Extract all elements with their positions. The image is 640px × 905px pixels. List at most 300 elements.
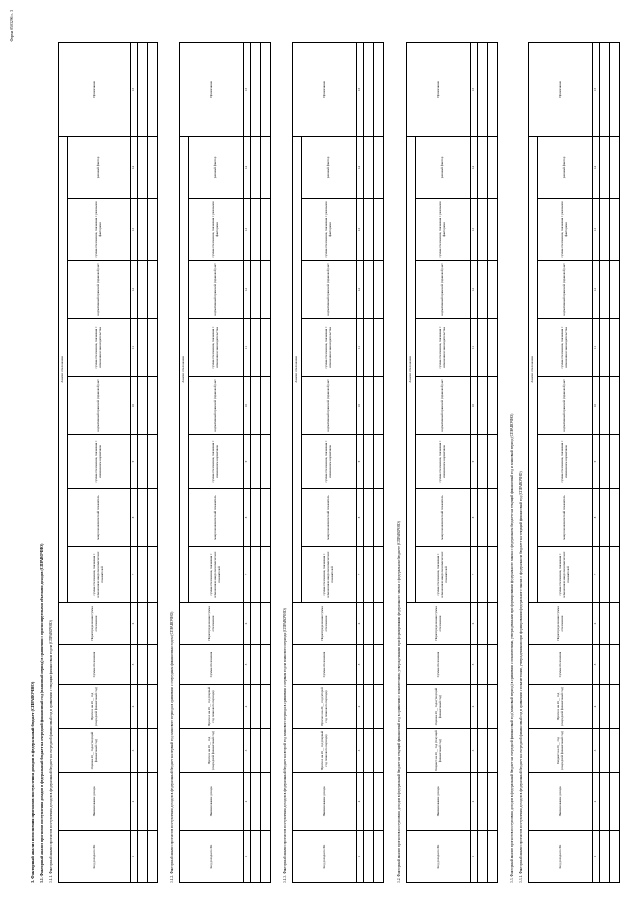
table-cell[interactable] <box>251 547 261 603</box>
column-header: Наименование дохода <box>529 773 593 831</box>
table-cell[interactable] <box>478 136 488 198</box>
column-number: 9 <box>244 435 251 489</box>
column-number: 11 <box>131 319 138 377</box>
column-number: 9 <box>131 435 138 489</box>
table-cell[interactable] <box>261 685 271 729</box>
column-header: Сумма отклонения <box>293 645 357 685</box>
column-number: 10 <box>471 377 478 435</box>
table-cell[interactable] <box>488 831 498 883</box>
table-cell[interactable] <box>138 199 148 261</box>
table-cell[interactable] <box>251 377 261 435</box>
table-row <box>478 42 488 882</box>
table-row <box>374 42 384 882</box>
table-cell[interactable] <box>364 136 374 198</box>
column-number: 3 <box>593 729 600 773</box>
table-cell[interactable] <box>138 831 148 883</box>
column-subheader: макроэкономический показатель <box>189 489 244 547</box>
column-number: 3 <box>244 729 251 773</box>
table-cell[interactable] <box>251 645 261 685</box>
analysis-group-header: Анализ отклонения <box>180 136 189 602</box>
table-cell[interactable] <box>364 547 374 603</box>
column-header: Нераспределенная сумма отклонения <box>59 603 131 645</box>
column-subheader: сумма отклонения, связанная с разовыми факторами <box>302 199 357 261</box>
table-cell[interactable] <box>478 773 488 831</box>
table-cell[interactable] <box>374 261 384 319</box>
form-code: Форма 0503296 с. 3 <box>10 10 14 42</box>
column-header-note: Примечание <box>59 42 131 136</box>
table-cell[interactable] <box>364 435 374 489</box>
table-cell[interactable] <box>364 685 374 729</box>
column-subheader: нормативный правовой (правовой) акт <box>302 261 357 319</box>
column-subheader: нормативный правовой (правовой) акт <box>416 377 471 435</box>
table-cell[interactable] <box>600 319 610 377</box>
table-cell[interactable] <box>261 136 271 198</box>
table-cell[interactable] <box>364 261 374 319</box>
table-cell[interactable] <box>478 645 488 685</box>
column-header-note: Примечание <box>529 42 593 136</box>
column-number: 14 <box>131 136 138 198</box>
column-header: Нераспределенная сумма отклонения <box>407 603 471 645</box>
table-cell[interactable] <box>478 377 488 435</box>
column-header: Наименование дохода <box>180 773 244 831</box>
table-cell[interactable] <box>478 42 488 136</box>
analysis-group-header: Анализ отклонения <box>293 136 302 602</box>
table-cell[interactable] <box>374 42 384 136</box>
column-subheader: нормативный правовой (правовой) акт <box>68 377 131 435</box>
column-number: 1 <box>131 831 138 883</box>
column-number: 10 <box>131 377 138 435</box>
table-cell[interactable] <box>488 319 498 377</box>
column-subheader: сумма отклонения, связанная с изменением макроэкономических показателей <box>538 547 593 603</box>
table-cell[interactable] <box>478 831 488 883</box>
table-row <box>600 42 610 882</box>
column-header: Код дохода по БК <box>407 831 471 883</box>
table-cell[interactable] <box>251 435 261 489</box>
column-header: Сумма отклонения <box>180 645 244 685</box>
column-header: Сумма отклонения <box>529 645 593 685</box>
column-number: 1 <box>357 831 364 883</box>
section-subheading: 3.3.1. Факторный анализ прогнозов поступления доходов в федеральный бюджет на очередной финансовый год в сравнении с показателями, утвержденными при формировании федерального закона о федеральном бюджете на текущий финансовый год (СПРАВОЧНО) <box>519 471 523 883</box>
table-row <box>251 42 261 882</box>
column-subheader: сумма отклонения, связанная с разовыми факторами <box>68 199 131 261</box>
column-header: Сумма отклонения <box>59 645 131 685</box>
table-cell[interactable] <box>374 435 384 489</box>
table-cell[interactable] <box>600 831 610 883</box>
table-cell[interactable] <box>610 489 620 547</box>
column-number: 12 <box>471 261 478 319</box>
column-header: Код дохода по БК <box>59 831 131 883</box>
table-cell[interactable] <box>251 685 261 729</box>
table-cell[interactable] <box>478 489 488 547</box>
table-cell[interactable] <box>251 831 261 883</box>
table-cell[interactable] <box>364 729 374 773</box>
column-number: 4 <box>244 685 251 729</box>
column-number: 4 <box>131 685 138 729</box>
table-cell[interactable] <box>148 319 158 377</box>
table-cell[interactable] <box>374 831 384 883</box>
section-heading: 3.1.3. Факторный анализ прогнозов поступления доходов в федеральный бюджет на второй год планового периода в сравнении с первым годом планового периода (СПРАВОЧНО) <box>283 608 287 883</box>
table-cell[interactable] <box>488 685 498 729</box>
column-number: 12 <box>593 261 600 319</box>
table-cell[interactable] <box>478 603 488 645</box>
column-subheader: сумма отклонения, связанная с изменением законодательства <box>68 319 131 377</box>
column-header: Прогноз на 20__ год (очередной финансовый год) <box>529 685 593 729</box>
page-title: 3. Факторный анализ исполнения прогнозов поступления доходов в федеральный бюджет (СПРАВОЧНО) <box>30 681 35 883</box>
table-cell[interactable] <box>478 685 488 729</box>
column-subheader: сумма отклонения, связанная с изменением законодательства <box>189 319 244 377</box>
table-cell[interactable] <box>138 773 148 831</box>
table-cell[interactable] <box>600 645 610 685</box>
table-cell[interactable] <box>138 136 148 198</box>
column-number: 7 <box>471 547 478 603</box>
table-cell[interactable] <box>148 136 158 198</box>
table-cell[interactable] <box>148 547 158 603</box>
table-cell[interactable] <box>148 603 158 645</box>
table-row <box>261 42 271 882</box>
column-number: 15 <box>131 42 138 136</box>
column-subheader: разовый фактор <box>416 136 471 198</box>
table-cell[interactable] <box>488 377 498 435</box>
column-subheader: сумма отклонения, связанная с изменением законодательства <box>416 319 471 377</box>
table-cell[interactable] <box>610 42 620 136</box>
table-cell[interactable] <box>600 729 610 773</box>
column-subheader: сумма отклонения, связанная с изменением нормативов <box>416 435 471 489</box>
column-header: Код дохода по БК <box>529 831 593 883</box>
table-cell[interactable] <box>364 319 374 377</box>
analysis-group-header: Анализ отклонения <box>59 136 68 602</box>
table-row <box>610 42 620 882</box>
column-subheader: сумма отклонения, связанная с изменением макроэкономических показателей <box>68 547 131 603</box>
table-cell[interactable] <box>251 489 261 547</box>
table-cell[interactable] <box>251 729 261 773</box>
table-cell[interactable] <box>251 136 261 198</box>
table-cell[interactable] <box>488 547 498 603</box>
table-cell[interactable] <box>488 489 498 547</box>
table-cell[interactable] <box>364 377 374 435</box>
table-cell[interactable] <box>374 729 384 773</box>
column-subheader: нормативный правовой (правовой) акт <box>302 377 357 435</box>
table-cell[interactable] <box>600 42 610 136</box>
column-header: Код дохода по БК <box>180 831 244 883</box>
column-number: 7 <box>357 547 364 603</box>
column-header: Прогноз на 20__ год (второй год планового периода) <box>293 685 357 729</box>
column-subheader: разовый фактор <box>538 136 593 198</box>
table-cell[interactable] <box>261 603 271 645</box>
column-number: 2 <box>131 773 138 831</box>
table-cell[interactable] <box>138 319 148 377</box>
column-subheader: сумма отклонения, связанная с разовыми факторами <box>538 199 593 261</box>
table-cell[interactable] <box>148 261 158 319</box>
analysis-group-header: Анализ отклонения <box>529 136 538 602</box>
table-cell[interactable] <box>148 773 158 831</box>
table-cell[interactable] <box>488 773 498 831</box>
column-number: 5 <box>471 645 478 685</box>
table-cell[interactable] <box>138 645 148 685</box>
table-cell[interactable] <box>138 261 148 319</box>
column-subheader: сумма отклонения, связанная с изменением нормативов <box>68 435 131 489</box>
table-cell[interactable] <box>148 199 158 261</box>
table-cell[interactable] <box>374 489 384 547</box>
column-header: Прогноз на 20__ год (очередной финансовый год) <box>180 729 244 773</box>
column-subheader: макроэкономический показатель <box>68 489 131 547</box>
table-cell[interactable] <box>610 831 620 883</box>
column-number: 2 <box>593 773 600 831</box>
section-heading: 3.3. Факторный анализ прогнозов поступления доходов в федеральный бюджет на очередной финансовый год (плановый период) в сравнении с показателями, утвержденными при формировании федерального закона о федеральном бюджете на текущий финансовый год и плановый период (СПРАВОЧНО) <box>510 413 514 883</box>
table-cell[interactable] <box>488 261 498 319</box>
table-cell[interactable] <box>374 377 384 435</box>
table-cell[interactable] <box>364 603 374 645</box>
column-number: 4 <box>471 685 478 729</box>
table-cell[interactable] <box>261 831 271 883</box>
table-cell[interactable] <box>251 319 261 377</box>
table-cell[interactable] <box>478 547 488 603</box>
table-cell[interactable] <box>148 729 158 773</box>
table-cell[interactable] <box>610 261 620 319</box>
column-number: 6 <box>244 603 251 645</box>
column-subheader: нормативный правовой (правовой) акт <box>538 261 593 319</box>
column-number: 15 <box>357 42 364 136</box>
table-cell[interactable] <box>148 489 158 547</box>
table-cell[interactable] <box>261 547 271 603</box>
column-header-note: Примечание <box>293 42 357 136</box>
table-cell[interactable] <box>600 136 610 198</box>
table-cell[interactable] <box>261 319 271 377</box>
column-number: 2 <box>244 773 251 831</box>
table-cell[interactable] <box>148 831 158 883</box>
table-cell[interactable] <box>148 377 158 435</box>
column-header: Код дохода по БК <box>293 831 357 883</box>
table-cell[interactable] <box>610 136 620 198</box>
column-number: 9 <box>593 435 600 489</box>
table-cell[interactable] <box>600 603 610 645</box>
column-number: 6 <box>593 603 600 645</box>
table-cell[interactable] <box>374 603 384 645</box>
table-cell[interactable] <box>261 261 271 319</box>
table-cell[interactable] <box>610 645 620 685</box>
table-cell[interactable] <box>138 603 148 645</box>
table-cell[interactable] <box>261 199 271 261</box>
table-cell[interactable] <box>600 489 610 547</box>
table-cell[interactable] <box>261 773 271 831</box>
table-cell[interactable] <box>364 489 374 547</box>
column-number: 1 <box>244 831 251 883</box>
column-subheader: сумма отклонения, связанная с изменением макроэкономических показателей <box>302 547 357 603</box>
table-cell[interactable] <box>251 261 261 319</box>
table-cell[interactable] <box>488 603 498 645</box>
table-cell[interactable] <box>600 261 610 319</box>
column-number: 6 <box>131 603 138 645</box>
column-header-note: Примечание <box>407 42 471 136</box>
table-cell[interactable] <box>374 319 384 377</box>
table-cell[interactable] <box>364 199 374 261</box>
table-cell[interactable] <box>478 435 488 489</box>
table-row <box>488 42 498 882</box>
analysis-table <box>179 42 271 883</box>
column-number: 9 <box>357 435 364 489</box>
table-cell[interactable] <box>600 773 610 831</box>
column-number: 10 <box>593 377 600 435</box>
column-subheader: разовый фактор <box>302 136 357 198</box>
column-number: 14 <box>593 136 600 198</box>
table-cell[interactable] <box>610 685 620 729</box>
table-cell[interactable] <box>488 136 498 198</box>
table-cell[interactable] <box>261 729 271 773</box>
column-number: 4 <box>593 685 600 729</box>
table-cell[interactable] <box>148 435 158 489</box>
column-subheader: сумма отклонения, связанная с разовыми факторами <box>189 199 244 261</box>
table-row <box>364 42 374 882</box>
column-subheader: сумма отклонения, связанная с изменением макроэкономических показателей <box>189 547 244 603</box>
table-cell[interactable] <box>600 547 610 603</box>
column-number: 14 <box>471 136 478 198</box>
table-cell[interactable] <box>610 435 620 489</box>
column-header: Сумма отклонения <box>407 645 471 685</box>
analysis-table <box>528 42 620 883</box>
table-cell[interactable] <box>600 685 610 729</box>
table-cell[interactable] <box>478 319 488 377</box>
table-cell[interactable] <box>138 685 148 729</box>
table-cell[interactable] <box>610 603 620 645</box>
table-cell[interactable] <box>600 199 610 261</box>
table-cell[interactable] <box>374 685 384 729</box>
table-cell[interactable] <box>610 773 620 831</box>
analysis-table <box>406 42 498 883</box>
column-number: 11 <box>357 319 364 377</box>
table-cell[interactable] <box>610 199 620 261</box>
table-cell[interactable] <box>478 729 488 773</box>
column-number: 12 <box>357 261 364 319</box>
column-number: 3 <box>357 729 364 773</box>
table-cell[interactable] <box>364 42 374 136</box>
table-cell[interactable] <box>374 547 384 603</box>
column-number: 11 <box>244 319 251 377</box>
column-subheader: нормативный правовой (правовой) акт <box>416 261 471 319</box>
table-cell[interactable] <box>138 377 148 435</box>
table-cell[interactable] <box>364 645 374 685</box>
column-number: 2 <box>471 773 478 831</box>
column-subheader: нормативный правовой (правовой) акт <box>189 261 244 319</box>
table-cell[interactable] <box>610 729 620 773</box>
table-cell[interactable] <box>261 489 271 547</box>
column-number: 10 <box>244 377 251 435</box>
column-header: Оценка 20__ года (текущий финансовый год) <box>59 729 131 773</box>
column-header: Нераспределенная сумма отклонения <box>180 603 244 645</box>
column-subheader: сумма отклонения, связанная с изменением законодательства <box>302 319 357 377</box>
column-number: 13 <box>357 199 364 261</box>
column-subheader: сумма отклонения, связанная с изменением нормативов <box>189 435 244 489</box>
table-cell[interactable] <box>610 377 620 435</box>
section-heading: 3.1.1. Факторный анализ прогнозов поступления доходов в федеральный бюджет на очередной финансовый год в сравнении с текущим финансовым годом (СПРАВОЧНО) <box>49 620 53 883</box>
table-row <box>138 42 148 882</box>
table-cell[interactable] <box>138 42 148 136</box>
column-number: 13 <box>471 199 478 261</box>
table-cell[interactable] <box>138 729 148 773</box>
column-number: 14 <box>244 136 251 198</box>
column-number: 4 <box>357 685 364 729</box>
table-cell[interactable] <box>488 199 498 261</box>
column-header: Бюджет на 20__ год (текущий финансовый год) <box>407 729 471 773</box>
table-cell[interactable] <box>478 261 488 319</box>
column-subheader: сумма отклонения, связанная с изменением нормативов <box>538 435 593 489</box>
table-cell[interactable] <box>610 547 620 603</box>
table-cell[interactable] <box>261 645 271 685</box>
column-number: 2 <box>357 773 364 831</box>
table-cell[interactable] <box>488 435 498 489</box>
column-header-note: Примечание <box>180 42 244 136</box>
table-cell[interactable] <box>374 645 384 685</box>
column-subheader: сумма отклонения, связанная с изменением нормативов <box>302 435 357 489</box>
column-number: 12 <box>244 261 251 319</box>
column-number: 5 <box>244 645 251 685</box>
analysis-table <box>292 42 384 883</box>
table-cell[interactable] <box>261 435 271 489</box>
table-cell[interactable] <box>148 685 158 729</box>
column-subheader: разовый фактор <box>189 136 244 198</box>
column-subheader: макроэкономический показатель <box>416 489 471 547</box>
column-number: 13 <box>131 199 138 261</box>
column-header: Прогноз на 20__ год (первый год планового периода) <box>180 685 244 729</box>
table-cell[interactable] <box>138 489 148 547</box>
column-number: 6 <box>471 603 478 645</box>
table-cell[interactable] <box>251 42 261 136</box>
column-subheader: сумма отклонения, связанная с разовыми факторами <box>416 199 471 261</box>
table-cell[interactable] <box>251 603 261 645</box>
column-header: Прогноз на 20__ год (очередной финансовый год) <box>59 685 131 729</box>
column-number: 3 <box>471 729 478 773</box>
column-number: 13 <box>244 199 251 261</box>
column-header: Прогноз на 20__ год (первый год планового периода) <box>293 729 357 773</box>
table-cell[interactable] <box>488 645 498 685</box>
column-number: 10 <box>357 377 364 435</box>
column-header: Нераспределенная сумма отклонения <box>293 603 357 645</box>
table-cell[interactable] <box>251 199 261 261</box>
table-cell[interactable] <box>374 136 384 198</box>
table-cell[interactable] <box>261 377 271 435</box>
column-number: 1 <box>471 831 478 883</box>
table-cell[interactable] <box>364 773 374 831</box>
table-cell[interactable] <box>610 319 620 377</box>
table-cell[interactable] <box>261 42 271 136</box>
column-header: Нераспределенная сумма отклонения <box>529 603 593 645</box>
column-subheader: нормативный правовой (правовой) акт <box>538 377 593 435</box>
table-cell[interactable] <box>374 773 384 831</box>
table-cell[interactable] <box>478 199 488 261</box>
column-header: Наименование дохода <box>407 773 471 831</box>
column-number: 5 <box>357 645 364 685</box>
table-cell[interactable] <box>138 435 148 489</box>
table-cell[interactable] <box>374 199 384 261</box>
table-cell[interactable] <box>600 377 610 435</box>
column-number: 7 <box>593 547 600 603</box>
table-cell[interactable] <box>148 42 158 136</box>
column-header: Оценка 20__ года (текущий финансовый год) <box>407 685 471 729</box>
table-cell[interactable] <box>138 547 148 603</box>
table-cell[interactable] <box>251 773 261 831</box>
table-cell[interactable] <box>488 42 498 136</box>
table-cell[interactable] <box>600 435 610 489</box>
column-number: 5 <box>131 645 138 685</box>
table-cell[interactable] <box>488 729 498 773</box>
column-header: Бюджет на 20__ год (очередной финансовый год) <box>529 729 593 773</box>
column-subheader: нормативный правовой (правовой) акт <box>189 377 244 435</box>
table-cell[interactable] <box>148 645 158 685</box>
column-number: 7 <box>131 547 138 603</box>
column-subheader: нормативный правовой (правовой) акт <box>68 261 131 319</box>
table-cell[interactable] <box>364 831 374 883</box>
section-heading: 3.2. Факторный анализ прогнозов поступления доходов в федеральный бюджет на текущий финансовый год в сравнении с показателями, утвержденными при формировании федерального закона о федеральном бюджете (СПРАВОЧНО) <box>397 521 401 883</box>
column-number: 13 <box>593 199 600 261</box>
column-subheader: разовый фактор <box>68 136 131 198</box>
